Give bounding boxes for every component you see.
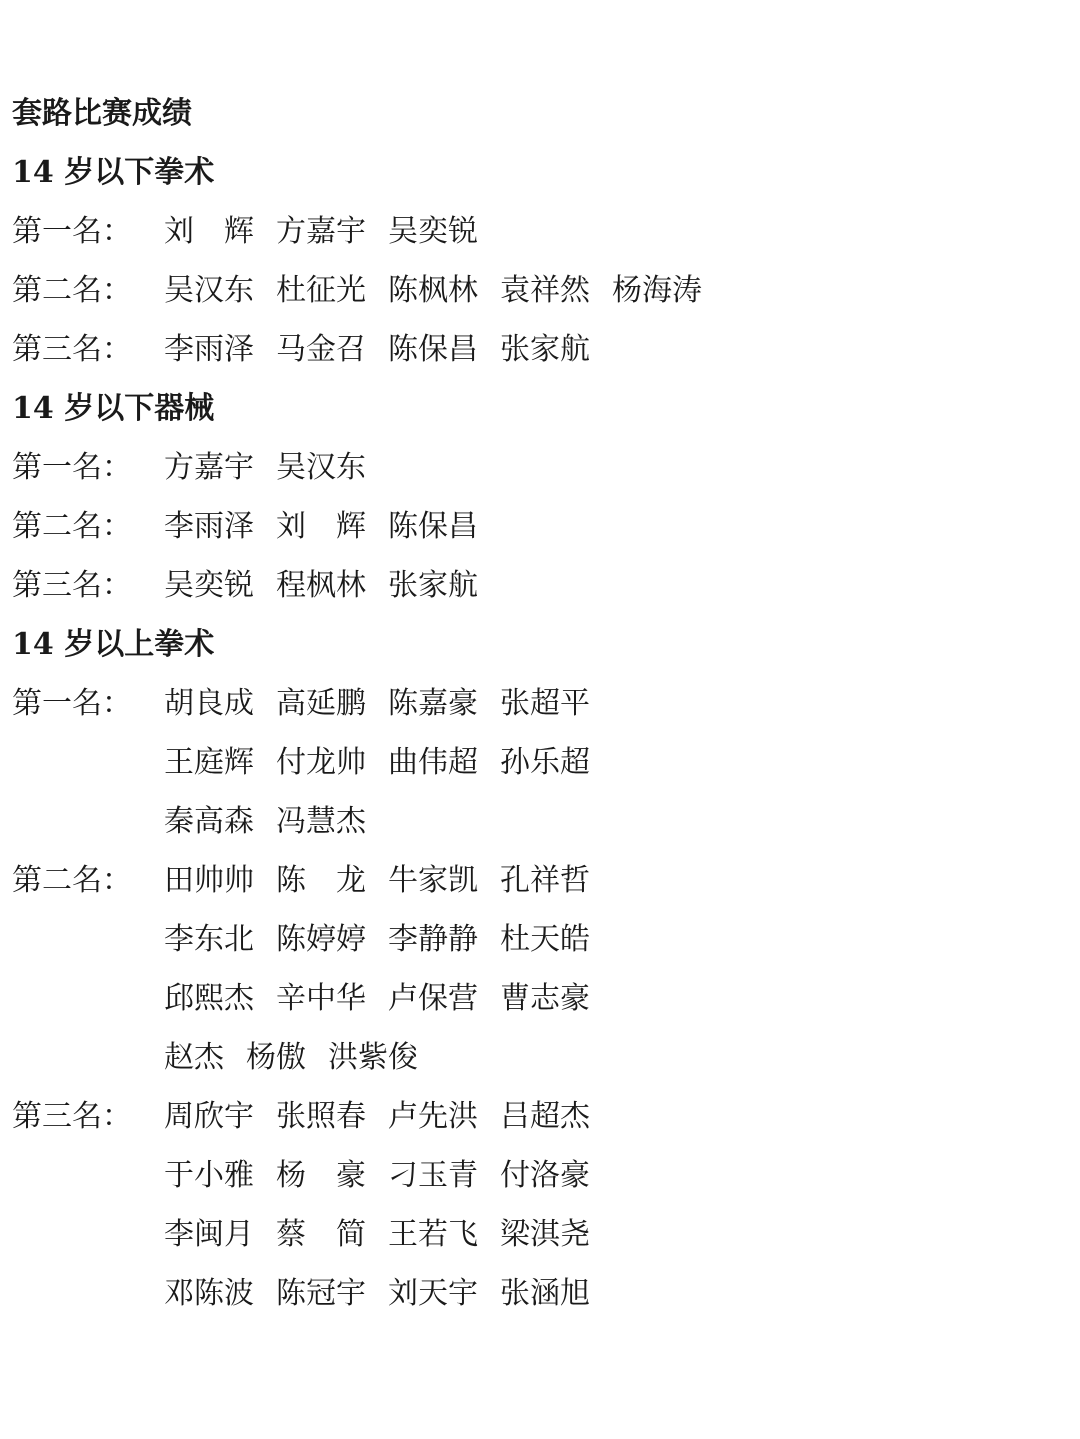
name-lines [164,497,1062,556]
athlete-name: 方嘉宇 [276,214,366,249]
athlete-name: 刘 辉 [164,214,254,249]
name-line [164,792,1062,851]
athlete-name: 牛家凯 [388,863,478,898]
athlete-name: 陈保昌 [388,332,478,367]
athlete-name: 杨 豪 [276,1158,366,1193]
athlete-name: 张超平 [500,686,590,721]
name-line [164,1146,1062,1205]
athlete-name: 陈嘉豪 [388,686,478,721]
athlete-name: 张照春 [276,1099,366,1134]
athlete-name: 杜征光 [276,273,366,308]
athlete-name: 梁淇尧 [500,1217,590,1252]
name-lines [164,1087,1062,1323]
athlete-name: 刘 辉 [276,509,366,544]
category-heading: 14 岁以下器械 [12,391,215,426]
rank-label: 第二名： [12,509,132,544]
athlete-name: 李雨泽 [164,332,254,367]
rank-row [12,438,1062,497]
athlete-name: 李闽月 [164,1217,254,1252]
name-lines [164,202,1062,261]
name-line [164,1028,1062,1087]
athlete-name: 吴奕锐 [164,568,254,603]
athlete-name: 秦高森 [164,804,254,839]
document [12,84,1062,1323]
athlete-name: 程枫林 [276,568,366,603]
category-heading: 14 岁以上拳术 [12,627,215,662]
name-line [164,320,1062,379]
rank-row [12,261,1062,320]
athlete-name: 李东北 [164,922,254,957]
athlete-name: 辛中华 [276,981,366,1016]
athlete-name: 胡良成 [164,686,254,721]
athlete-name: 洪紫俊 [328,1040,418,1075]
results-list [12,143,1062,1323]
name-line [164,674,1062,733]
athlete-name: 杨海涛 [612,273,702,308]
name-line [164,733,1062,792]
athlete-name: 袁祥然 [500,273,590,308]
athlete-name: 王庭辉 [164,745,254,780]
rank-row [12,320,1062,379]
rank-row [12,851,1062,1087]
name-lines [164,320,1062,379]
rank-label: 第一名： [12,450,132,485]
athlete-name: 吴汉东 [276,450,366,485]
rank-label: 第三名： [12,568,132,603]
rank-row [12,674,1062,851]
rank-row [12,556,1062,615]
athlete-name: 吴汉东 [164,273,254,308]
name-line [164,851,1062,910]
athlete-name: 刁玉青 [388,1158,478,1193]
name-lines [164,261,1062,320]
rank-label: 第三名： [12,1099,132,1134]
rank-label: 第一名： [12,686,132,721]
name-line [164,1205,1062,1264]
category-heading: 14 岁以下拳术 [12,155,215,190]
athlete-name: 蔡 简 [276,1217,366,1252]
athlete-name: 曲伟超 [388,745,478,780]
athlete-name: 孙乐超 [500,745,590,780]
name-line [164,969,1062,1028]
name-lines [164,674,1062,851]
name-line [164,556,1062,615]
athlete-name: 张涵旭 [500,1276,590,1311]
name-line [164,261,1062,320]
athlete-name: 杨傲 [246,1040,306,1075]
rank-label: 第二名： [12,273,132,308]
name-line [164,1087,1062,1146]
athlete-name: 吴奕锐 [388,214,478,249]
athlete-name: 杜天皓 [500,922,590,957]
name-line [164,202,1062,261]
athlete-name: 张家航 [500,332,590,367]
athlete-name: 田帅帅 [164,863,254,898]
athlete-name: 陈 龙 [276,863,366,898]
athlete-name: 陈冠宇 [276,1276,366,1311]
name-lines [164,438,1062,497]
document-title: 套路比赛成绩 [12,96,192,131]
rank-label: 第三名： [12,332,132,367]
rank-row [12,202,1062,261]
name-line [164,910,1062,969]
athlete-name: 陈保昌 [388,509,478,544]
athlete-name: 卢先洪 [388,1099,478,1134]
rank-label: 第一名： [12,214,132,249]
athlete-name: 陈婷婷 [276,922,366,957]
name-line [164,1264,1062,1323]
athlete-name: 孔祥哲 [500,863,590,898]
athlete-name: 于小雅 [164,1158,254,1193]
athlete-name: 付洛豪 [500,1158,590,1193]
athlete-name: 吕超杰 [500,1099,590,1134]
athlete-name: 张家航 [388,568,478,603]
name-lines [164,851,1062,1087]
name-lines [164,556,1062,615]
athlete-name: 邱熙杰 [164,981,254,1016]
athlete-name: 李静静 [388,922,478,957]
athlete-name: 刘天宇 [388,1276,478,1311]
athlete-name: 冯慧杰 [276,804,366,839]
athlete-name: 周欣宇 [164,1099,254,1134]
athlete-name: 邓陈波 [164,1276,254,1311]
name-line [164,438,1062,497]
rank-row [12,1087,1062,1323]
rank-label: 第二名： [12,863,132,898]
athlete-name: 赵杰 [164,1040,224,1075]
athlete-name: 陈枫林 [388,273,478,308]
name-line [164,497,1062,556]
rank-row [12,497,1062,556]
athlete-name: 方嘉宇 [164,450,254,485]
athlete-name: 李雨泽 [164,509,254,544]
athlete-name: 王若飞 [388,1217,478,1252]
athlete-name: 高延鹏 [276,686,366,721]
athlete-name: 曹志豪 [500,981,590,1016]
athlete-name: 马金召 [276,332,366,367]
athlete-name: 卢保营 [388,981,478,1016]
athlete-name: 付龙帅 [276,745,366,780]
